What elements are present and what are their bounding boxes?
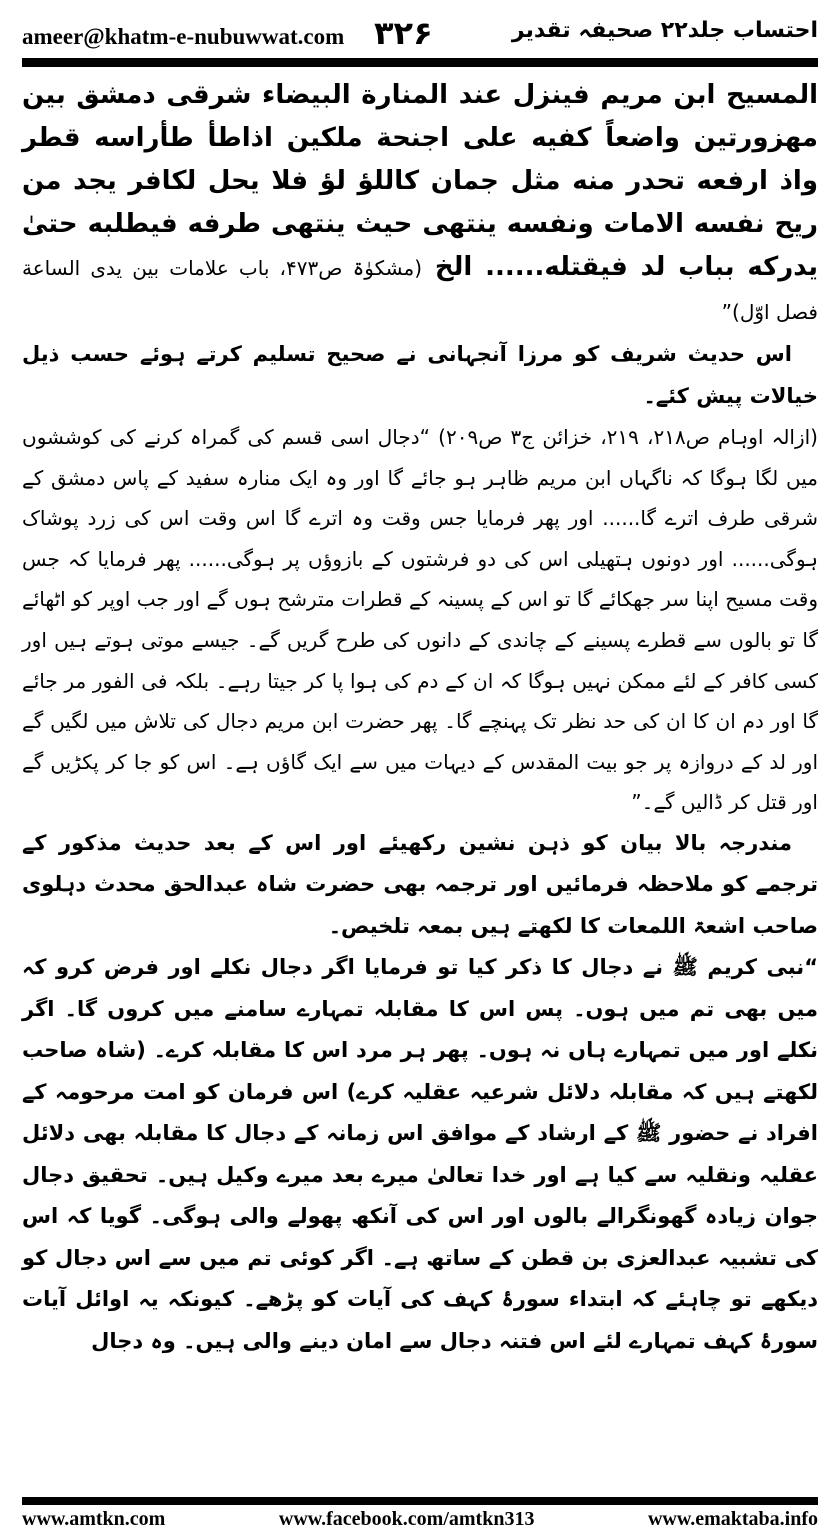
footer-link-emaktaba[interactable]: www.emaktaba.info [647,1508,818,1530]
header-email: ameer@khatm-e-nubuwwat.com [22,24,345,49]
page-header [22,10,818,54]
arabic-hadith-text: المسیح ابن مریم فینزل عند المنارة البیضاء شرقی دمشق بین مهزورتین واضعاً کفیه علی اجنحة ملکین اذاطأ طأراسه قطر واذ ارفعه تحدر منه مثل جمان کاللؤ لؤ فلا یحل لکافر یجد من ریح نفسه الامات ونفسه ینتهی حیث ینتهی طرفه فیطلبه حتیٰ یدرکه بباب لد فیقتله...... الخ [22,80,818,282]
page-body [22,74,818,1362]
paragraph-mirza-quote [22,417,818,823]
book-title: احتساب جلد۲۲ صحیفہ تقدیر [511,18,818,43]
footer-rule [22,1497,818,1505]
hadith-source-reference: (مشکوٰۃ ص۴۷۳، باب علامات بین یدی الساعة فصل اوّل)” [22,256,818,324]
paragraph-intro: اس حدیث شریف کو مرزا آنجہانی نے صحیح تسلیم کرتے ہوئے حسب ذیل خیالات پیش کئے۔ [22,342,818,408]
paragraph-translation-intro: مندرجہ بالا بیان کو ذہن نشین رکھیئے اور اس کے بعد حدیث مذکور کے ترجمے کو ملاحظہ فرمائیں اور ترجمہ بھی حضرت شاہ عبدالحق محدث دہلوی صاحب اشعۃ اللمعات کا لکھتے ہیں بمعہ تلخیص۔ [22,830,818,938]
page-footer [22,1508,818,1531]
header-rule [22,58,818,67]
page-number: ۳۲۶ [374,14,433,52]
arabic-hadith-quote [22,74,818,334]
footer-link-facebook[interactable]: www.facebook.com/amtkn313 [278,1508,535,1530]
paragraph-translation: “نبی کریم ﷺ نے دجال کا ذکر کیا تو فرمایا اگر دجال نکلے اور فرض کرو کہ میں بھی تم میں ہوں۔ پس اس کا مقابلہ تمہارے سامنے میں کروں گا۔ اگر نکلے اور میں تمہارے ہاں نہ ہوں۔ پھر ہر مرد اس کا مقابلہ کرے۔ (شاہ صاحب لکھتے ہیں کہ مقابلہ دلائل شرعیہ عقلیہ کرے) اس فرمان کو امت مرحومہ کے افراد نے حضور ﷺ کے ارشاد کے موافق اس زمانہ کے دجال کا مقابلہ بھی دلائل عقلیہ ونقلیہ سے کیا ہے اور خدا تعالیٰ میرے بعد میرے وکیل ہیں۔ تحقیق دجال جوان زیادہ گھونگرالے بالوں اور اس کی آنکھ پھولے والی ہوگی۔ گویا کہ اس کی تشبیہ عبدالعزی بن قطن کے ساتھ ہے۔ اگر کوئی تم میں سے اس دجال کو دیکھے تو چاہئے کہ ابتداء سورۂ کہف کی آیات کو پڑھے۔ کیونکہ یہ اوائل آیات سورۂ کہف تمہارے لئے اس فتنہ دجال سے امان دینے والی ہیں۔ وہ دجال [22,955,818,1353]
footer-link-amtkn[interactable]: www.amtkn.com [22,1508,166,1530]
mirza-quote-reference: (ازالہ اوہام ص۲۱۸، ۲۱۹، خزائن ج۳ ص۲۰۹) [438,425,818,449]
mirza-quote-text: “دجال اسی قسم کی گمراہ کرنے کی کوششوں میں لگا ہوگا کہ ناگہاں ابن مریم ظاہر ہو جائے گا اور وہ ایک منارہ سفید کے پاس دمشق کے شرقی طرف اترے گا...... اور پھر فرمایا جس وقت وہ اترے گا اس وقت اس کی زرد پوشاک ہوگی...... اور دونوں ہتھیلی اس کی دو فرشتوں کے بازوؤں پر ہوگی...... پھر فرمایا کہ جس وقت مسیح اپنا سر جھکائے گا تو اس کے پسینہ کے قطرات مترشح ہوں گے اور جب اوپر کو اٹھائے گا تو بالوں سے قطرے پسینے کے چاندی کے دانوں کی طرح گریں گے۔ جیسے موتی ہوتے ہیں اور کسی کافر کے لئے ممکن نہیں ہوگا کہ ان کے دم کی ہوا پا کر جیتا رہے۔ بلکہ فی الفور مر جائے گا اور دم ان کا ان کی حد نظر تک پہنچے گا۔ پھر حضرت ابن مریم دجال کی تلاش میں لگیں گے اور لد کے دروازہ پر جو بیت المقدس کے دیہات میں سے ایک گاؤں ہے۔ اس کو جا کر پکڑیں گے اور قتل کر ڈالیں گے۔” [22,425,818,815]
